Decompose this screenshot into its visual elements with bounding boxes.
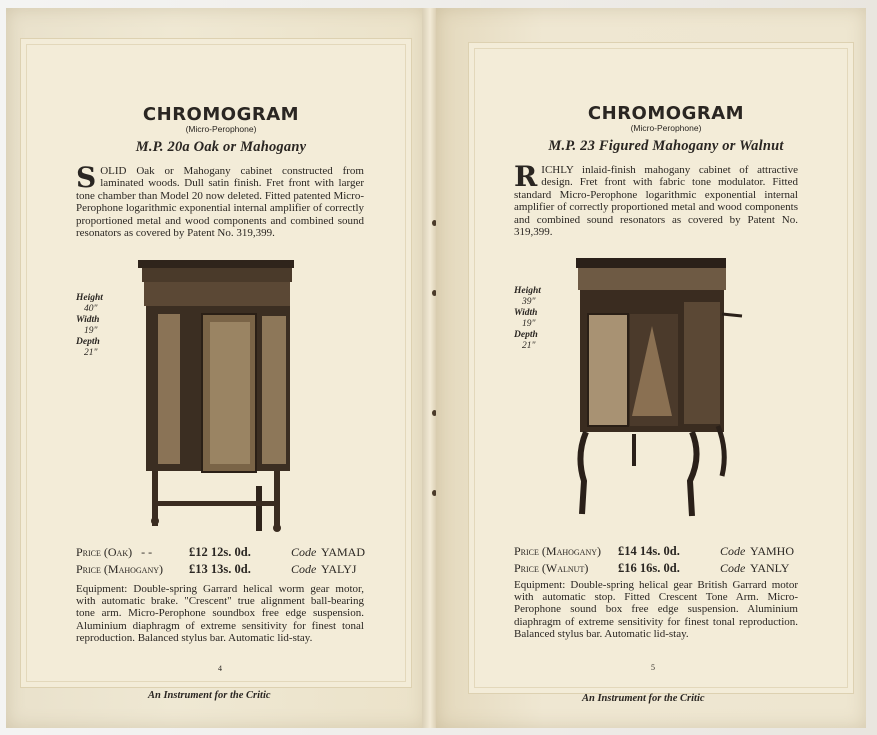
right-model-title: M.P. 23 Figured Mahogany or Walnut (548, 138, 784, 154)
left-dim-depth-label: Depth (76, 337, 100, 347)
right-subbrand: (Micro-Perophone) (630, 123, 702, 133)
left-prices (76, 545, 376, 579)
right-cabinet-illustration (572, 256, 744, 521)
right-code-label: Code (720, 544, 746, 558)
left-dropcap: S (76, 161, 97, 194)
right-brand-header (466, 103, 866, 155)
left-price-label: Price (Mahogany) (76, 562, 163, 576)
right-price-row (514, 561, 814, 578)
left-price-label: Price (Oak) (76, 545, 133, 559)
right-dim-depth-label: Depth (514, 330, 538, 340)
right-price-label: Price (Mahogany) (514, 544, 601, 558)
right-dim-height-value: 39" (522, 297, 536, 307)
right-brand-title: CHROMOGRAM (587, 103, 745, 124)
right-price-amount: £16 16s. 0d. (618, 561, 680, 575)
right-code-value: YAMHO (750, 544, 795, 558)
left-description-text: OLID Oak or Mahogany cabinet constructed from laminated woods. Dull satin finish. Fret front with larger tone chamber than Model 20 now deleted. Fitted patented Micro-Perophone logarithmic exponential internal amplifier of correctly proportioned metal and wood components and combined sound resonators as covered by Patent No. 319,399. (76, 165, 364, 240)
left-dim-width-label: Width (76, 315, 100, 325)
left-price-row (76, 545, 376, 562)
left-dimensions (76, 293, 103, 359)
left-price-amount: £13 13s. 0d. (189, 562, 251, 576)
left-price-amount: £12 12s. 0d. (189, 545, 251, 559)
left-price-row (76, 562, 376, 579)
left-equipment: Equipment: Double-spring Garrard helical worm gear motor, with automatic brake. "Crescent" true alignment ball-bearing tone arm. Micro-Perophone soundbox free edge suspension. Aluminium diaphragm of extreme sensitivity for finest tonal reproduction. Balanced stylus bar. Automatic lid-stay. (76, 583, 364, 644)
right-price-amount: £14 14s. 0d. (618, 544, 680, 558)
right-dim-width-value: 19" (522, 319, 536, 329)
right-code-value: YANLY (750, 561, 790, 575)
right-prices (514, 544, 814, 578)
right-dim-width-label: Width (514, 308, 538, 318)
left-dim-height-value: 40" (84, 304, 98, 314)
right-dimensions (514, 286, 541, 352)
right-dim-height-label: Height (514, 286, 541, 296)
left-price-sep: - - (141, 545, 153, 559)
left-dim-width-value: 19" (84, 326, 98, 336)
right-page-number: 5 (651, 663, 655, 672)
right-description (514, 160, 798, 239)
right-price-label: Price (Walnut) (514, 561, 589, 575)
left-code-label: Code (291, 545, 317, 559)
right-dropcap: R (514, 160, 538, 193)
left-dim-depth-value: 21" (84, 348, 98, 358)
left-page (6, 8, 426, 728)
left-subbrand: (Micro-Perophone) (185, 124, 257, 134)
left-description (76, 161, 364, 240)
right-price-row (514, 544, 814, 561)
right-code-label: Code (720, 561, 746, 575)
left-dim-height-label: Height (76, 293, 103, 303)
right-page (436, 8, 866, 728)
left-page-number: 4 (218, 664, 222, 673)
left-tagline: An Instrument for the Critic (148, 690, 271, 701)
left-model-title: M.P. 20a Oak or Mahogany (135, 139, 307, 155)
right-tagline: An Instrument for the Critic (582, 693, 705, 704)
right-dim-depth-value: 21" (522, 341, 536, 351)
left-code-value: YAMAD (321, 545, 366, 559)
left-brand-title: CHROMOGRAM (142, 104, 300, 125)
left-cabinet-illustration (136, 256, 296, 546)
right-equipment: Equipment: Double-spring helical gear British Garrard motor with automatic stop. Fitted Crescent Tone Arm. Micro-Perophone sound box free edge suspension. Aluminium diaphragm of extreme sensitivity for finest tonal reproduction. Balanced stylus bar. Automatic lid-stay. (514, 579, 798, 640)
right-description-text: ICHLY inlaid-finish mahogany cabinet of attractive design. Fret front with fabric tone modulator. Fitted standard Micro-Perophone logarithmic exponential internal amplifier of correctly proportioned metal and wood components and combined sound resonators as covered by Patent No. 319,399. (514, 164, 798, 239)
left-code-label: Code (291, 562, 317, 576)
left-code-value: YALYJ (321, 562, 357, 576)
left-brand-header (16, 104, 426, 156)
